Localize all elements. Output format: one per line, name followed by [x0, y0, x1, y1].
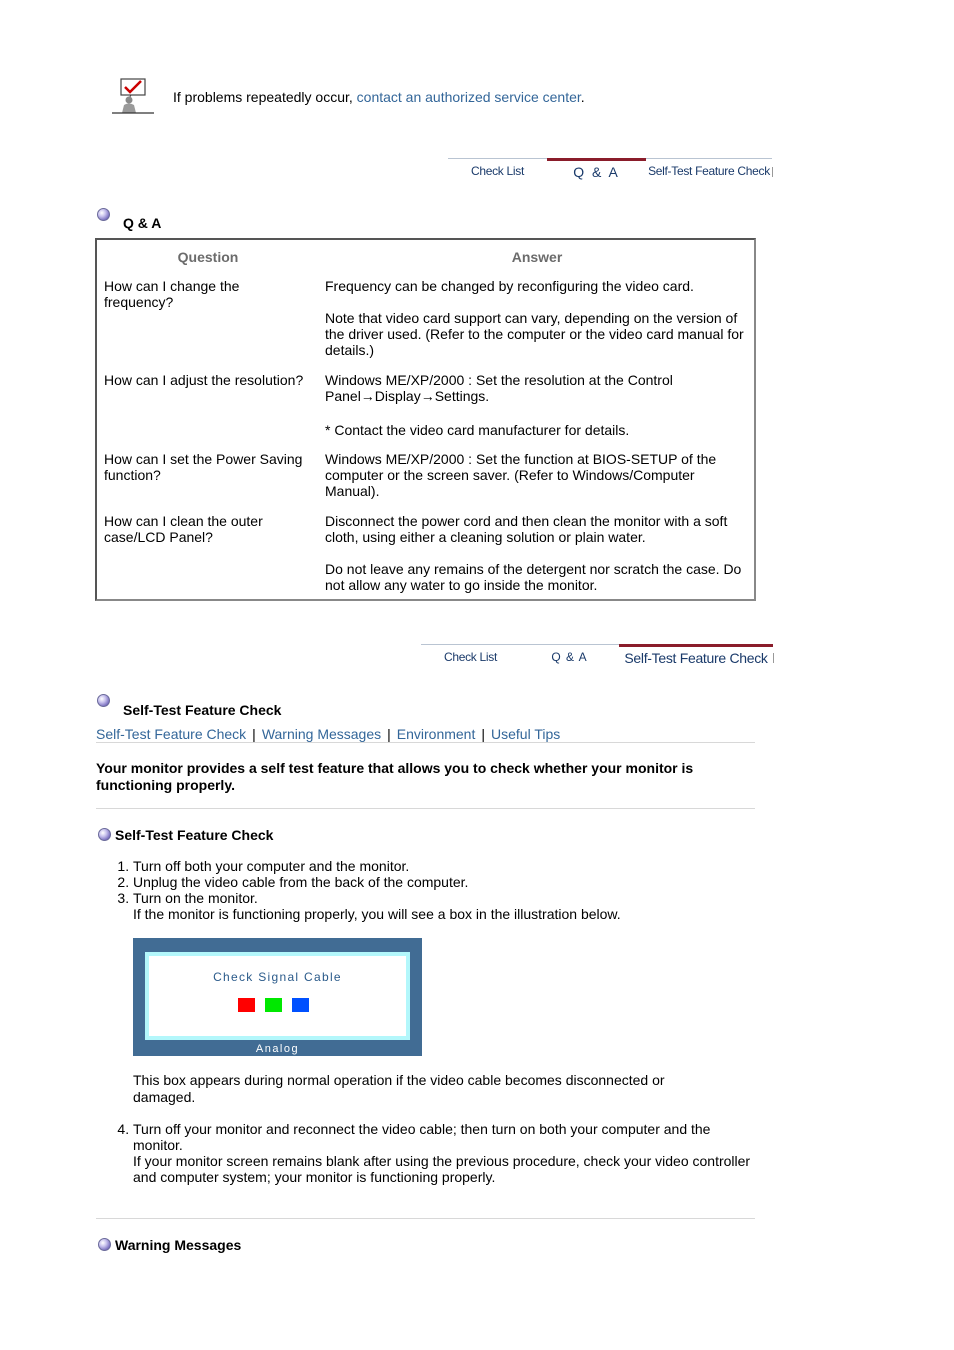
- service-center-link[interactable]: contact an authorized service center: [356, 89, 581, 105]
- illustration-message: Check Signal Cable: [213, 970, 342, 984]
- tab-check-list[interactable]: Check List: [448, 158, 547, 184]
- tab-self-test[interactable]: Self-Test Feature Check: [619, 644, 773, 670]
- top-note-text: [173, 89, 585, 105]
- step-note: If the monitor is functioning properly, you will see a box in the illustration below.: [133, 906, 621, 922]
- step-item: 1. Turn off both your computer and the monitor.: [133, 858, 756, 874]
- link-separator: |: [252, 726, 256, 742]
- signal-cable-illustration: [133, 938, 422, 1056]
- tab-check-list[interactable]: Check List: [421, 644, 520, 670]
- divider: [96, 742, 755, 743]
- step-item: 2. Unplug the video cable from the back of the computer.: [133, 874, 756, 890]
- qa-heading: [97, 208, 397, 232]
- warning-title: Warning Messages: [115, 1237, 242, 1253]
- bullet-sphere-icon: [98, 828, 111, 841]
- illustration-caption: This box appears during normal operation if the video cable becomes disconnected or damaged.: [133, 1072, 665, 1105]
- selftest-intro: Your monitor provides a self test feature that allows you to check whether your monitor is functioning properly.: [96, 760, 694, 793]
- qa-answer-note: * Contact the video card manufacturer for details.: [325, 422, 630, 438]
- checklist-person-icon: [111, 78, 155, 119]
- step-note: If your monitor screen remains blank after using the previous procedure, check your video controller and computer system; your monitor is functioning properly.: [133, 1153, 751, 1185]
- step-item: [133, 1121, 756, 1185]
- link-warning-messages[interactable]: Warning Messages: [261, 726, 382, 742]
- divider: [96, 1218, 755, 1219]
- qa-question: How can I set the Power Saving function?: [104, 451, 303, 483]
- qa-table: [95, 238, 756, 601]
- qa-question: How can I change the frequency?: [104, 278, 240, 310]
- step-4: [96, 1121, 756, 1185]
- qa-answer: Windows ME/XP/2000 : Set the function at BIOS-SETUP of the computer or the screen saver. (Refer to Windows/Computer Manual).: [325, 451, 717, 499]
- tab-bar-top: [448, 158, 773, 184]
- step-text: Turn on the monitor.: [133, 890, 258, 906]
- illustration-screen: [145, 952, 410, 1040]
- illustration-footer: Analog: [255, 1043, 300, 1055]
- step-item: [133, 890, 756, 922]
- tab-bar-end-mark: [772, 167, 773, 177]
- bullet-sphere-icon: [97, 208, 110, 221]
- link-separator: |: [481, 726, 485, 742]
- qa-answer: Disconnect the power cord and then clean the monitor with a soft cloth, using either a cleaning solution or plain water.: [325, 513, 728, 545]
- blue-square: [292, 998, 309, 1012]
- qa-title: Q & A: [123, 215, 162, 231]
- top-note-prefix: If problems repeatedly occur,: [173, 89, 357, 105]
- green-square: [265, 998, 282, 1012]
- tab-qa[interactable]: Q & A: [547, 158, 646, 184]
- selftest-subheading: [98, 826, 498, 844]
- qa-answer-note: Do not leave any remains of the detergent nor scratch the case. Do not allow any water to go inside the monitor.: [325, 561, 742, 593]
- qa-answer: Frequency can be changed by reconfiguring the video card.: [325, 278, 694, 294]
- link-environment[interactable]: Environment: [396, 726, 476, 742]
- red-square: [238, 998, 255, 1012]
- column-header-question: Question: [177, 249, 239, 265]
- steps-list: [96, 858, 756, 922]
- qa-question: How can I clean the outer case/LCD Panel?: [104, 513, 263, 545]
- qa-question: How can I adjust the resolution?: [104, 372, 304, 388]
- selftest-heading: [97, 694, 497, 718]
- step-text: Turn off your monitor and reconnect the video cable; then turn on both your computer and the monitor.: [133, 1121, 711, 1153]
- divider: [96, 808, 755, 809]
- tab-bar-end-mark: [773, 653, 774, 663]
- selftest-subtitle: Self-Test Feature Check: [115, 827, 274, 843]
- tab-bar-middle: [421, 644, 774, 670]
- link-self-test-feature-check[interactable]: Self-Test Feature Check: [96, 726, 247, 742]
- tab-self-test[interactable]: Self-Test Feature Check: [646, 158, 772, 184]
- tab-qa[interactable]: Q & A: [520, 644, 619, 670]
- top-note-suffix: .: [580, 89, 585, 105]
- bullet-sphere-icon: [97, 694, 110, 707]
- qa-answer: Windows ME/XP/2000 : Set the resolution at the Control Panel→Display→Settings.: [325, 372, 673, 404]
- section-links: [96, 726, 560, 742]
- selftest-title: Self-Test Feature Check: [123, 702, 282, 718]
- warning-heading: [98, 1236, 498, 1254]
- column-header-answer: Answer: [511, 249, 563, 265]
- link-separator: |: [387, 726, 391, 742]
- qa-answer-note: Note that video card support can vary, depending on the version of the driver used. (Refer to the computer or the video card manual for details.): [325, 310, 744, 358]
- bullet-sphere-icon: [98, 1238, 111, 1251]
- link-useful-tips[interactable]: Useful Tips: [491, 726, 561, 742]
- top-note: [111, 78, 811, 118]
